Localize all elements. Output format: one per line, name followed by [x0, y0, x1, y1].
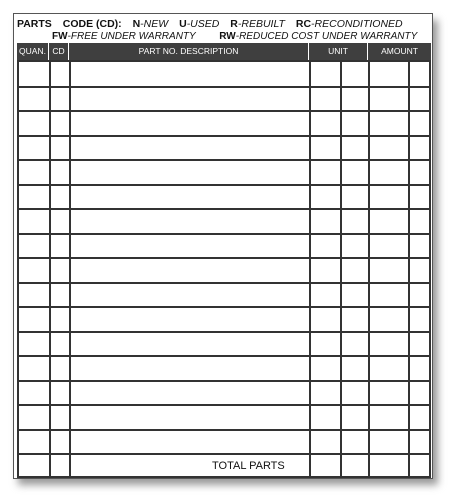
code-fw: FW: [52, 31, 68, 42]
row-divider: [19, 429, 429, 431]
parts-code-legend: [17, 17, 431, 31]
code-n: N: [132, 18, 141, 30]
header-cd: CD: [49, 43, 69, 60]
code-rw-text: -REDUCED COST UNDER WARRANTY: [235, 31, 418, 42]
parts-form: [13, 13, 433, 479]
code-rc-text: -RECONDITIONED: [311, 18, 403, 30]
code-r-text: -REBUILT: [237, 18, 285, 30]
row-divider: [19, 306, 429, 308]
row-divider: [19, 404, 429, 406]
row-divider: [19, 110, 429, 112]
row-divider: [19, 135, 429, 137]
row-divider: [19, 208, 429, 210]
code-label: CODE (CD):: [62, 18, 122, 30]
column-divider-amount-mid: [408, 62, 410, 476]
code-rc: RC: [295, 18, 312, 30]
row-divider: [19, 355, 429, 357]
row-divider: [19, 282, 429, 284]
row-divider: [19, 159, 429, 161]
code-rw: RW: [219, 31, 236, 42]
row-divider: [19, 453, 429, 455]
total-parts-label: TOTAL PARTS: [212, 460, 285, 472]
row-divider: [19, 86, 429, 88]
header-part-description: PART NO. DESCRIPTION: [69, 43, 309, 60]
code-fw-text: -FREE UNDER WARRANTY: [67, 31, 196, 42]
code-r: R: [230, 18, 238, 30]
code-u-text: -USED: [186, 18, 220, 30]
parts-label: PARTS: [17, 18, 52, 30]
parts-table-grid: [17, 60, 431, 478]
header-unit: UNIT: [309, 43, 368, 60]
warranty-legend: [52, 30, 417, 43]
column-divider-unit: [368, 62, 370, 476]
column-divider-unit-mid: [340, 62, 342, 476]
code-u: U: [179, 18, 187, 30]
column-divider-part: [309, 62, 311, 476]
row-divider: [19, 257, 429, 259]
column-divider-cd: [69, 62, 71, 476]
code-n-text: -NEW: [140, 18, 169, 30]
row-divider: [19, 184, 429, 186]
header-amount: AMOUNT: [368, 43, 431, 60]
row-divider: [19, 233, 429, 235]
header-quan: QUAN.: [17, 43, 49, 60]
column-divider-quan: [49, 62, 51, 476]
row-divider: [19, 331, 429, 333]
row-divider: [19, 380, 429, 382]
